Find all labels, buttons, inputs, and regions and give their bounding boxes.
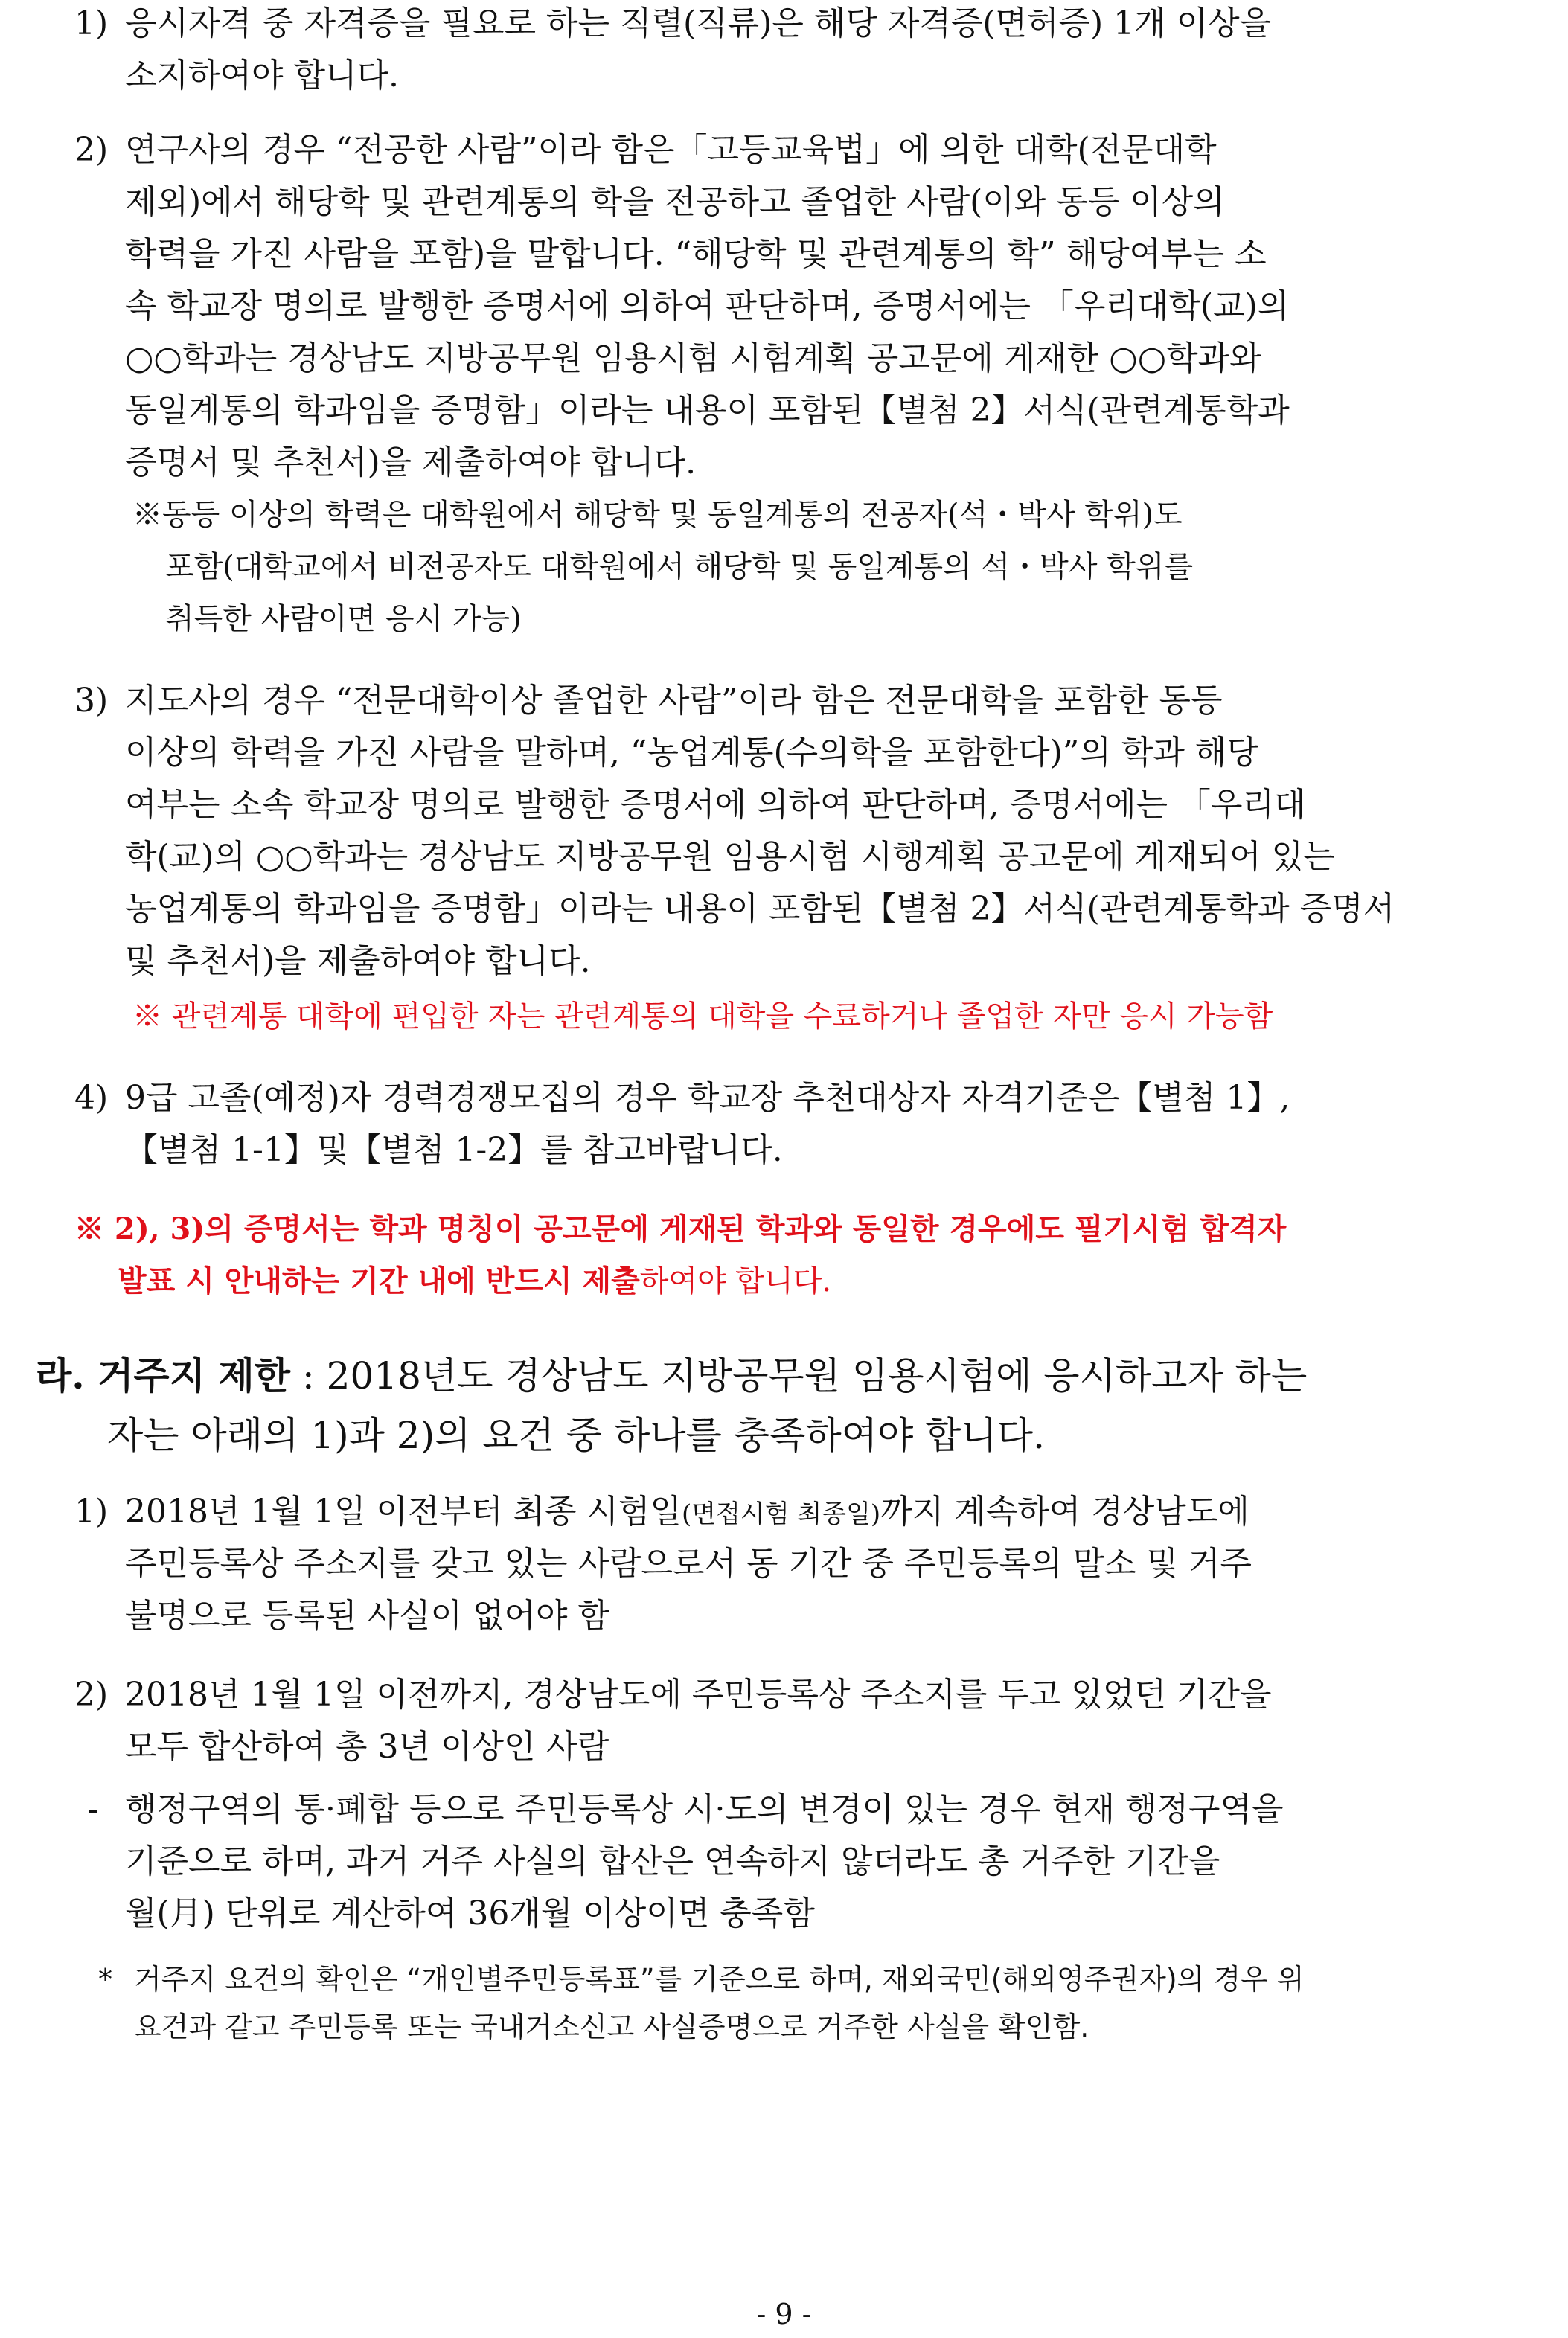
- item-3-line: 및 추천서)을 제출하여야 합니다.: [125, 942, 591, 980]
- residence-1-line-1: [125, 1490, 1249, 1537]
- section-heading-line-2: 자는 아래의 1)과 2)의 요건 중 하나를 충족하여야 합니다.: [107, 1414, 1045, 1457]
- item-2-note-line: 취득한 사람이면 응시 가능): [165, 602, 522, 636]
- item-1-number: 1): [74, 4, 109, 42]
- item-2-note-line: 포함(대학교에서 비전공자도 대학원에서 해당학 및 동일계통의 석・박사 학위를: [165, 550, 1194, 584]
- item-3-line: 이상의 학력을 가진 사람을 말하며, “농업계통(수의학을 포함한다)”의 학과 해당: [125, 734, 1258, 772]
- item-2-line: 속 학교장 명의로 발행한 증명서에 의하여 판단하며, 증명서에는 「우리대학(교)의: [125, 287, 1290, 325]
- item-3-line: 지도사의 경우 “전문대학이상 졸업한 사람”이라 함은 전문대학을 포함한 동등: [125, 682, 1223, 720]
- item-4-line: 9급 고졸(예정)자 경력경쟁모집의 경우 학교장 추천대상자 자격기준은【별첨 1】,: [125, 1079, 1290, 1117]
- residence-2-line-2: 모두 합산하여 총 3년 이상인 사람: [125, 1728, 609, 1766]
- section-text-1: : 2018년도 경상남도 지방공무원 임용시험에 응시하고자 하는: [290, 1354, 1308, 1397]
- warning-line-1: ※ 2), 3)의 증명서는 학과 명칭이 공고문에 게재된 학과와 동일한 경우에도 필기시험 합격자: [74, 1211, 1287, 1246]
- item-3-line: 학(교)의 ○○학과는 경상남도 지방공무원 임용시험 시행계획 공고문에 게재되어 있는: [125, 838, 1335, 876]
- item-2-line: 증명서 및 추천서)을 제출하여야 합니다.: [125, 443, 697, 481]
- residence-1-line-3: 불명으로 등록된 사실이 없어야 함: [125, 1597, 609, 1635]
- item-1-line: 소지하여야 합니다.: [125, 57, 400, 95]
- item-2-note-line: ※동등 이상의 학력은 대학원에서 해당학 및 동일계통의 전공자(석・박사 학위)도: [132, 498, 1183, 532]
- residence-1-text-b: 까지 계속하여 경상남도에: [880, 1493, 1249, 1531]
- star-line-1: 거주지 요건의 확인은 “개인별주민등록표”를 기준으로 하며, 재외국민(해외영주권자)의 경우 위: [134, 1963, 1305, 1996]
- star-mark: *: [98, 1963, 112, 1996]
- dash-line-1: 행정구역의 통·폐합 등으로 주민등록상 시·도의 변경이 있는 경우 현재 행정구역을: [125, 1790, 1284, 1828]
- item-4-line: 【별첨 1-1】및【별첨 1-2】를 참고바랍니다.: [125, 1131, 783, 1169]
- item-3-red-note: ※ 관련계통 대학에 편입한 자는 관련계통의 대학을 수료하거나 졸업한 자만 응시 가능함: [132, 999, 1273, 1034]
- dash-line-3: 월(月) 단위로 계산하여 36개월 이상이면 충족함: [125, 1895, 815, 1932]
- item-3-number: 3): [74, 682, 109, 720]
- dash-line-2: 기준으로 하며, 과거 거주 사실의 합산은 연속하지 않더라도 총 거주한 기간을: [125, 1842, 1220, 1880]
- item-4-number: 4): [74, 1079, 109, 1117]
- item-2-line: 연구사의 경우 “전공한 사람”이라 함은「고등교육법」에 의한 대학(전문대학: [125, 131, 1217, 169]
- item-2-line: 제외)에서 해당학 및 관련계통의 학을 전공하고 졸업한 사람(이와 동등 이상의: [125, 183, 1225, 221]
- warning-tail-text: 하여야 합니다.: [639, 1264, 832, 1298]
- star-line-2: 요건과 같고 주민등록 또는 국내거소신고 사실증명으로 거주한 사실을 확인함.: [134, 2011, 1089, 2043]
- item-2-line: 동일계통의 학과임을 증명함」이라는 내용이 포함된【별첨 2】서식(관련계통학과: [125, 391, 1290, 429]
- dash-mark: -: [88, 1790, 99, 1828]
- item-2-line: ○○학과는 경상남도 지방공무원 임용시험 시험계획 공고문에 게재한 ○○학과와: [125, 339, 1261, 377]
- item-3-line: 농업계통의 학과임을 증명함」이라는 내용이 포함된【별첨 2】서식(관련계통학과 증명서: [125, 890, 1395, 928]
- section-heading-line-1: [36, 1351, 1307, 1400]
- residence-2-line-1: 2018년 1월 1일 이전까지, 경상남도에 주민등록상 주소지를 두고 있었던 기간을: [125, 1676, 1272, 1714]
- section-label: 라. 거주지 제한: [36, 1354, 291, 1397]
- warning-line-2: [118, 1259, 831, 1304]
- residence-1-number: 1): [74, 1493, 109, 1531]
- residence-1-line-2: 주민등록상 주소지를 갖고 있는 사람으로서 동 기간 중 주민등록의 말소 및 거주: [125, 1545, 1252, 1583]
- item-2-line: 학력을 가진 사람을 포함)을 말합니다. “해당학 및 관련계통의 학” 해당여부는 소: [125, 235, 1267, 273]
- warning-bold-text: 발표 시 안내하는 기간 내에 반드시 제출: [118, 1264, 640, 1298]
- page-number: - 9 -: [756, 2298, 812, 2331]
- item-2-number: 2): [74, 131, 109, 169]
- residence-1-text-a: 2018년 1월 1일 이전부터 최종 시험일: [125, 1493, 682, 1531]
- item-1-line: 응시자격 중 자격증을 필요로 하는 직렬(직류)은 해당 자격증(면허증) 1개 이상을: [125, 4, 1272, 42]
- item-3-line: 여부는 소속 학교장 명의로 발행한 증명서에 의하여 판단하며, 증명서에는 「우리대: [125, 786, 1306, 824]
- residence-1-small-text: (면접시험 최종일): [681, 1499, 881, 1529]
- residence-2-number: 2): [74, 1676, 109, 1714]
